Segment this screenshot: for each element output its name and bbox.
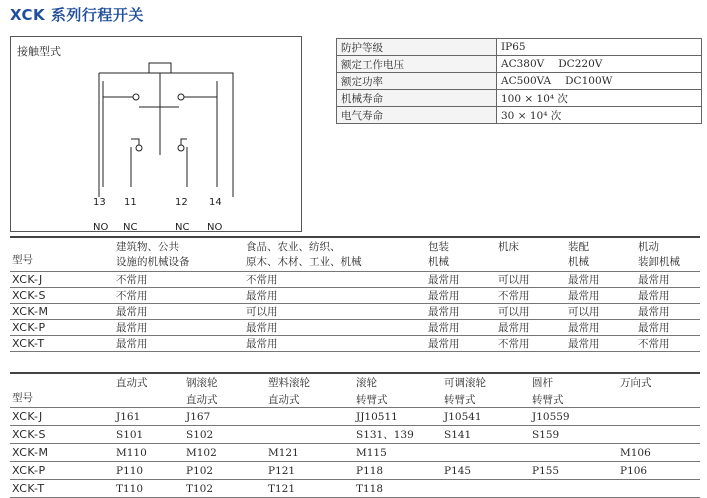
value-cell: 最常用 <box>116 338 148 350</box>
spec-key: 额定工作电压 <box>337 56 497 73</box>
act-col-header: 直动式 <box>116 377 148 389</box>
value-cell: 不常用 <box>246 274 278 286</box>
model-cell: XCK-P <box>12 321 46 334</box>
value-cell: S101 <box>116 429 144 441</box>
value-cell: M102 <box>186 447 217 459</box>
application-table <box>10 236 700 352</box>
model-cell: XCK-P <box>12 464 46 477</box>
value-cell: J10559 <box>532 411 570 423</box>
spec-value: 100 × 10⁴ 次 <box>497 90 702 107</box>
spec-value: IP65 <box>497 39 702 56</box>
act-col-header: 滚轮 转臂式 <box>356 377 388 406</box>
contact-nc-left <box>136 145 142 151</box>
spec-value: 30 × 10⁴ 次 <box>497 107 702 124</box>
app-col-header: 机动 装卸机械 <box>638 241 680 268</box>
value-cell: P102 <box>186 465 214 477</box>
model-header: 型号 <box>12 392 33 404</box>
model-cell: XCK-T <box>12 482 45 495</box>
model-cell: XCK-S <box>12 289 46 302</box>
value-cell: 最常用 <box>428 274 460 286</box>
value-cell: 最常用 <box>568 290 600 302</box>
value-cell: 不常用 <box>498 338 530 350</box>
value-cell: 最常用 <box>116 322 148 334</box>
spec-row <box>337 56 702 73</box>
value-cell: 最常用 <box>428 306 460 318</box>
value-cell: 最常用 <box>568 338 600 350</box>
app-col-header: 建筑物、公共 设施的机械设备 <box>116 241 190 268</box>
app-col-header: 装配 机械 <box>568 241 589 268</box>
app-col-header: 机床 <box>498 241 519 253</box>
value-cell: M115 <box>356 447 387 459</box>
value-cell: 最常用 <box>638 306 670 318</box>
table-row <box>10 444 700 462</box>
spec-row <box>337 39 702 56</box>
value-cell: P155 <box>532 465 560 477</box>
act-col-header: 可调滚轮 转臂式 <box>444 377 486 406</box>
value-cell: J10541 <box>444 411 482 423</box>
terminal-12: 12 <box>175 197 188 208</box>
value-cell: P106 <box>620 465 648 477</box>
value-cell: 不常用 <box>638 338 670 350</box>
spec-value: AC380V DC220V <box>497 56 702 73</box>
value-cell: 最常用 <box>568 322 600 334</box>
value-cell: 最常用 <box>428 322 460 334</box>
value-cell: S131、139 <box>356 429 414 441</box>
value-cell: P121 <box>268 465 296 477</box>
value-cell: T121 <box>268 483 296 495</box>
spec-key: 额定功率 <box>337 73 497 90</box>
app-col-header: 包装 机械 <box>428 241 449 268</box>
contact-no-left <box>133 94 139 100</box>
terminal-13: 13 <box>93 197 106 208</box>
contact-nc-right <box>178 145 184 151</box>
contact-no-right <box>178 94 184 100</box>
act-col-header: 圆杆 转臂式 <box>532 377 564 406</box>
value-cell: M106 <box>620 447 651 459</box>
model-cell: XCK-S <box>12 428 46 441</box>
table-row <box>10 272 700 288</box>
model-cell: XCK-M <box>12 446 49 459</box>
terminal-14: 14 <box>209 197 222 208</box>
spec-row <box>337 73 702 90</box>
terminal-11: 11 <box>124 197 137 208</box>
model-cell: XCK-J <box>12 410 43 423</box>
table-row <box>10 288 700 304</box>
value-cell: J161 <box>116 411 141 423</box>
value-cell: 最常用 <box>638 290 670 302</box>
value-cell: M121 <box>268 447 299 459</box>
act-col-header: 万向式 <box>620 377 652 389</box>
model-cell: XCK-T <box>12 337 45 350</box>
table-row <box>10 462 700 480</box>
table-row <box>10 408 700 426</box>
value-cell: 最常用 <box>428 338 460 350</box>
value-cell: S102 <box>186 429 214 441</box>
value-cell: 最常用 <box>498 322 530 334</box>
switch-body <box>99 73 233 197</box>
act-col-header: 塑料滚轮 直动式 <box>268 377 310 406</box>
value-cell: 可以用 <box>246 306 278 318</box>
value-cell: 可以用 <box>568 306 600 318</box>
table-row <box>10 304 700 320</box>
value-cell: 最常用 <box>428 290 460 302</box>
act-col-header: 钢滚轮 直动式 <box>186 377 218 406</box>
contact-diagram <box>10 36 302 232</box>
model-cell: XCK-J <box>12 273 43 286</box>
spec-row <box>337 90 702 107</box>
spec-key: 防护等级 <box>337 39 497 56</box>
value-cell: S141 <box>444 429 472 441</box>
plunger-shape <box>149 63 171 73</box>
spec-key: 电气寿命 <box>337 107 497 124</box>
contact-type-11: NC <box>123 222 138 233</box>
application-rows <box>10 272 700 352</box>
contact-type-12: NC <box>175 222 190 233</box>
value-cell: S159 <box>532 429 560 441</box>
actuator-table <box>10 372 700 498</box>
spec-table <box>336 38 702 124</box>
value-cell: J167 <box>186 411 211 423</box>
value-cell: 可以用 <box>498 274 530 286</box>
value-cell: P118 <box>356 465 384 477</box>
value-cell: 最常用 <box>568 274 600 286</box>
table-row <box>10 426 700 444</box>
value-cell: 最常用 <box>638 274 670 286</box>
value-cell: P145 <box>444 465 472 477</box>
value-cell: 最常用 <box>638 322 670 334</box>
value-cell: 不常用 <box>498 290 530 302</box>
value-cell: 最常用 <box>116 306 148 318</box>
value-cell: T110 <box>116 483 144 495</box>
contact-type-13: NO <box>93 222 109 233</box>
value-cell: JJ10511 <box>356 411 398 423</box>
spec-key: 机械寿命 <box>337 90 497 107</box>
value-cell: M110 <box>116 447 147 459</box>
model-cell: XCK-M <box>12 305 49 318</box>
application-header <box>10 236 700 272</box>
value-cell: P110 <box>116 465 144 477</box>
page-title: XCK 系列行程开关 <box>10 6 144 24</box>
contact-type-14: NO <box>207 222 223 233</box>
spec-row <box>337 107 702 124</box>
value-cell: 不常用 <box>116 274 148 286</box>
app-col-header: 食品、农业、纺织、 原木、木材、工业、机械 <box>246 241 362 268</box>
table-row <box>10 320 700 336</box>
value-cell: 最常用 <box>246 338 278 350</box>
contact-type-label: 接触型式 <box>17 45 61 58</box>
value-cell: 不常用 <box>116 290 148 302</box>
switch-schematic <box>11 37 303 233</box>
spec-value: AC500VA DC100W <box>497 73 702 90</box>
table-row <box>10 480 700 498</box>
actuator-rows <box>10 408 700 498</box>
actuator-header <box>10 372 700 408</box>
value-cell: T118 <box>356 483 384 495</box>
value-cell: 最常用 <box>246 290 278 302</box>
value-cell: 最常用 <box>246 322 278 334</box>
model-header: 型号 <box>12 254 33 266</box>
table-row <box>10 336 700 352</box>
value-cell: T102 <box>186 483 214 495</box>
value-cell: 可以用 <box>498 306 530 318</box>
